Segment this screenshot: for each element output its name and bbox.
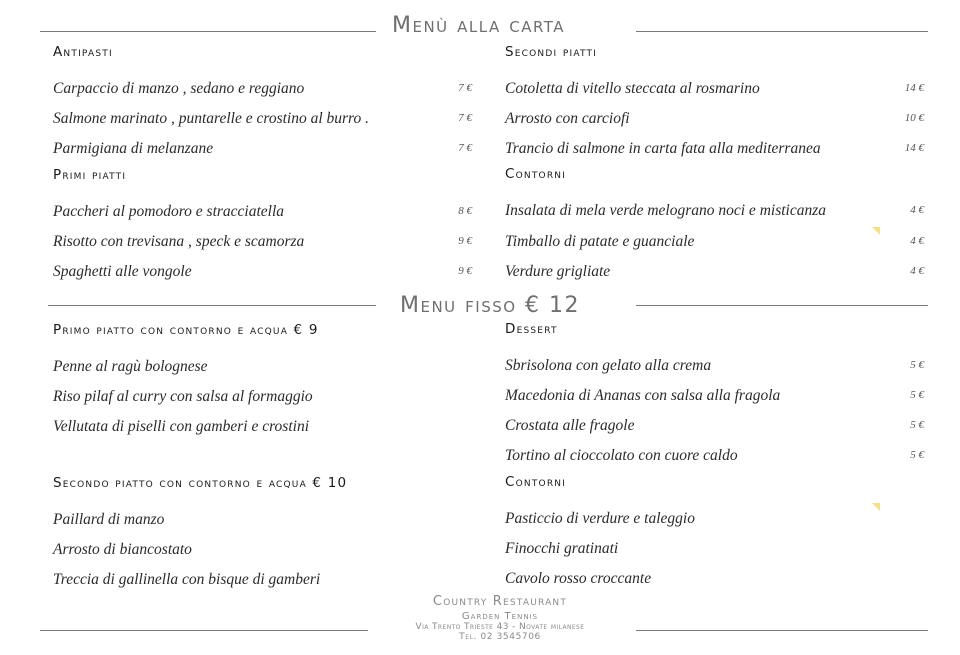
list-item: Paccheri al pomodoro e stracciatella <box>53 203 285 220</box>
list-item: Trancio di salmone in carta fata alla mediterranea <box>505 140 821 157</box>
list-item: Finocchi gratinati <box>505 540 619 557</box>
footer-restaurant-name: Country Restaurant <box>432 594 568 609</box>
price: 4 € <box>910 204 924 216</box>
mid-left-rule <box>48 305 376 306</box>
contorni-fisso-heading: Contorni <box>505 474 567 490</box>
price: 5 € <box>910 419 924 431</box>
price: 5 € <box>910 449 924 461</box>
list-item: Arrosto con carciofi <box>505 110 630 127</box>
price: 9 € <box>458 235 472 247</box>
fisso-secondo-heading: Secondo piatto con contorno e acqua € 10 <box>53 475 348 491</box>
price: 4 € <box>910 265 924 277</box>
price: 10 € <box>904 112 924 124</box>
fisso-primo-heading: Primo piatto con contorno e acqua € 9 <box>53 322 319 338</box>
footer-address: Via Trento Trieste 43 - Novate milanese <box>415 622 585 632</box>
list-item: Vellutata di piselli con gamberi e crostini <box>53 418 310 435</box>
price: 14 € <box>904 142 924 154</box>
list-item: Spaghetti alle vongole <box>53 263 192 280</box>
antipasti-heading: Antipasti <box>53 44 113 60</box>
list-item: Verdure grigliate <box>505 263 611 280</box>
footer-subtitle: Garden Tennis <box>461 611 539 622</box>
top-left-rule <box>40 31 376 32</box>
price: 7 € <box>458 82 472 94</box>
top-right-rule <box>636 31 928 32</box>
list-item: Paillard di manzo <box>53 511 165 528</box>
price: 14 € <box>904 82 924 94</box>
footer-phone: Tel. 02 3545706 <box>459 632 541 642</box>
list-item: Arrosto di biancostato <box>53 541 192 558</box>
list-item: Treccia di gallinella con bisque di gamberi <box>53 571 321 588</box>
list-item: Carpaccio di manzo , sedano e reggiano <box>53 80 305 97</box>
list-item: Cotoletta di vitello steccata al rosmarino <box>505 80 760 97</box>
price: 7 € <box>458 112 472 124</box>
bottom-left-rule <box>40 630 368 631</box>
primi-heading: Primi piatti <box>53 167 127 183</box>
highlight-mark <box>872 227 880 235</box>
list-item: Risotto con trevisana , speck e scamorza <box>53 233 305 250</box>
bottom-right-rule <box>636 630 928 631</box>
highlight-mark <box>872 503 880 511</box>
secondi-heading: Secondi piatti <box>505 44 598 60</box>
list-item: Pasticcio di verdure e taleggio <box>505 510 695 527</box>
price: 8 € <box>458 205 472 217</box>
contorni-carta-heading: Contorni <box>505 166 567 182</box>
list-item: Sbrisolona con gelato alla crema <box>505 357 712 374</box>
price: 5 € <box>910 359 924 371</box>
price: 9 € <box>458 265 472 277</box>
list-item: Timballo di patate e guanciale <box>505 233 695 250</box>
list-item: Insalata di mela verde melograno noci e misticanza <box>505 202 826 219</box>
list-item: Parmigiana di melanzane <box>53 140 214 157</box>
menu-carta-title: Menù alla carta <box>392 13 566 38</box>
mid-right-rule <box>636 305 928 306</box>
list-item: Macedonia di Ananas con salsa alla fragola <box>505 387 781 404</box>
price: 7 € <box>458 142 472 154</box>
list-item: Penne al ragù bolognese <box>53 358 208 375</box>
list-item: Riso pilaf al curry con salsa al formaggio <box>53 388 313 405</box>
list-item: Tortino al cioccolato con cuore caldo <box>505 447 738 464</box>
list-item: Crostata alle fragole <box>505 417 635 434</box>
dessert-heading: Dessert <box>505 321 558 337</box>
price: 4 € <box>910 235 924 247</box>
list-item: Salmone marinato , puntarelle e crostino al burro . <box>53 110 370 127</box>
list-item: Cavolo rosso croccante <box>505 570 652 587</box>
price: 5 € <box>910 389 924 401</box>
menu-fisso-title: Menu fisso € 12 <box>400 293 581 318</box>
